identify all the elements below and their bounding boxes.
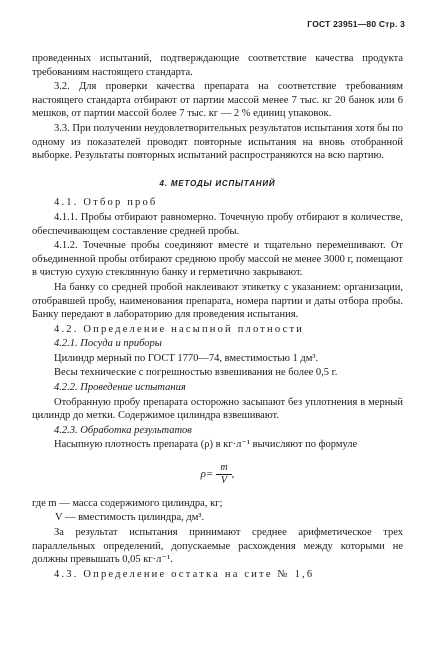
formula-denominator: V [220,475,228,487]
heading-4-2: 4.2. Определение насыпной плотности [54,323,305,335]
paragraph-cylinder: Цилиндр мерный по ГОСТ 1770—74, вместимостью 1 дм³. [54,352,319,364]
paragraph-label: На банку со средней пробой наклеивают этикетку с указанием: организации, отобравшей пробу, наименования препарата, номера партии и даты отбора пробы. Банку передают в лабораторию для проведения испытания. [32,281,403,321]
heading-4-2-3 [32,424,403,438]
page-header: ГОСТ 23951—80 Стр. 3 [307,19,405,29]
density-formula [32,462,403,487]
heading-4-1: 4.1. Отбор проб [54,197,158,209]
heading-4-2-2 [32,381,403,395]
heading-4-2-2-text: 4.2.2. Проведение испытания [54,382,186,394]
formula-tail: , [231,467,235,480]
formula-lhs: ρ= [200,467,214,480]
paragraph-test: Отобранную пробу препарата осторожно засыпают без уплотнения в мерный цилиндр до метки. Содержимое цилиндра взвешивают. [32,396,403,422]
formula-legend [32,497,403,524]
section-title-methods: 4. МЕТОДЫ ИСПЫТАНИЙ [159,178,276,188]
heading-4-3: 4.3. Определение остатка на сите № 1,6 [54,569,315,580]
paragraph-continuation: проведенных испытаний, подтверждающие соответствие качества продукта требованиям настоящего стандарта. [32,53,403,78]
paragraph-scales: Весы технические с погрешностью взвешивания не более 0,5 г. [54,367,338,379]
heading-4-2-1-text: 4.2.1. Посуда и приборы [54,338,162,350]
document-body [32,52,403,583]
paragraph-3-3: 3.3. При получении неудовлетворительных результатов испытания хотя бы по одному из показателей проводят повторные испытания на вновь отобранной выборке. Результаты повторных испытаний распространяются на всю партию. [32,122,403,162]
legend-v: V — вместимость цилиндра, дм³. [55,511,205,523]
paragraph-4-1-1: 4.1.1. Пробы отбирают равномерно. Точечную пробу отбирают в количестве, обеспечивающем составление средней пробы. [32,211,403,237]
paragraph-result: За результат испытания принимают среднее арифметическое трех параллельных определений, допускаемые расхождения между которыми не должны превышать 0,05 кг·л⁻¹. [32,527,403,566]
paragraph-3-2: 3.2. Для проверки качества препарата на соответствие требованиям настоящего стандарта отбирают от партии массой менее 7 тыс. кг 20 банок или 6 мешков, от партии массой более 7 тыс. кг — 2 % единиц упаковок. [32,81,403,120]
heading-4-2-3-text: 4.2.3. Обработка результатов [54,424,192,436]
formula-fraction [216,462,231,487]
heading-4-2-1 [32,337,403,351]
legend-m: где m — масса содержимого цилиндра, кг; [32,498,223,510]
formula-numerator: m [216,462,231,475]
paragraph-calculation: Насыпную плотность препарата (ρ) в кг·л⁻¹ вычисляют по формуле [54,439,358,451]
paragraph-4-1-2: 4.1.2. Точечные пробы соединяют вместе и тщательно перемешивают. От объединенной пробы отбирают среднюю пробу массой не менее 3000 г, помещают в чистую сухую стеклянную банку и герметично закрывают. [32,240,403,279]
